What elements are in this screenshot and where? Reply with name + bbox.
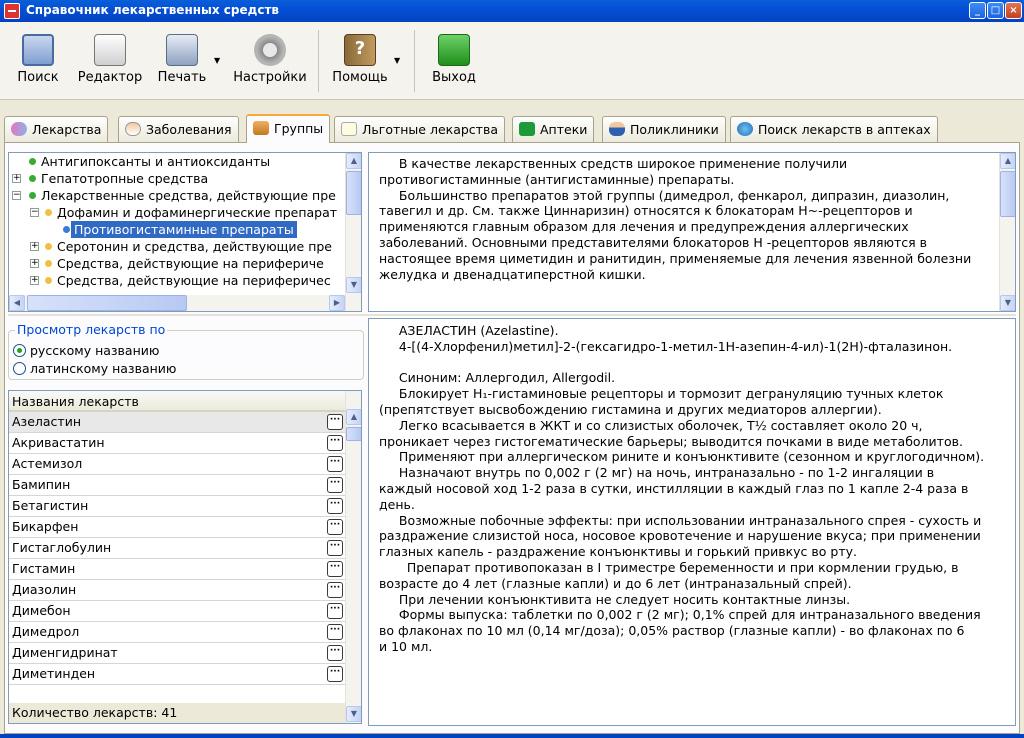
details-button[interactable]: ···: [327, 666, 343, 682]
globe-icon: [737, 122, 753, 136]
pills-icon: [11, 122, 27, 136]
drug-list-vscrollbar[interactable]: [345, 391, 361, 723]
doctor-icon: [125, 122, 141, 136]
gear-icon: [254, 34, 286, 66]
person-icon: [609, 122, 625, 136]
scroll-down-icon[interactable]: ▼: [346, 706, 362, 722]
search-button[interactable]: [10, 28, 66, 85]
text-line: АЗЕЛАСТИН (Azelastine).: [379, 323, 559, 338]
radio-latin-name[interactable]: [13, 361, 176, 376]
window-title: Справочник лекарственных средств: [26, 3, 279, 17]
drug-name: Бетагистин: [12, 498, 89, 513]
drug-name: Димебон: [12, 603, 71, 618]
tab-label: Заболевания: [146, 122, 232, 137]
text-line: настоящее время циметидин и ранитидин, применяемые для лечения язвенной болезни: [379, 250, 972, 266]
view-by-title: Просмотр лекарств по: [17, 322, 166, 337]
printer-icon: [166, 34, 198, 66]
app-icon: [4, 3, 20, 19]
document-icon: [341, 122, 357, 136]
tree-item-label: Средства, действующие на периферичес: [57, 273, 331, 288]
text-line: [379, 355, 1004, 371]
text-line: и 10 мл.: [379, 638, 433, 654]
collapse-icon[interactable]: −: [31, 207, 39, 217]
tab-clinics[interactable]: [602, 116, 726, 142]
radio-russian-name[interactable]: [13, 343, 159, 358]
tree-node-icon: [45, 243, 52, 250]
text-line: во флаконах по 10 мл (0,14 мг/доза); 0,05% раствор (глазные капли) - во флаконах по 6: [379, 623, 965, 639]
help-book-icon: ?: [344, 34, 376, 66]
list-item[interactable]: [9, 643, 345, 664]
tree-node-icon: [45, 277, 52, 284]
text-line: глазных капель - раздражение конъюнктивы и горький привкус во рту.: [379, 544, 857, 560]
drug-name: Дименгидринат: [12, 645, 118, 660]
list-item[interactable]: [9, 496, 345, 517]
tab-label: Лекарства: [32, 122, 102, 137]
text-line: каждый носовой ход 1-2 раза в сутки, инстилляции в каждый глаз по 1 капле 2-4 раза в: [379, 480, 969, 496]
drug-list-header[interactable]: Названия лекарств: [9, 391, 345, 412]
tab-label: Аптеки: [540, 122, 588, 137]
list-item[interactable]: [9, 538, 345, 559]
text-line: проникает через гистогематические барьеры; выводится почками в виде метаболитов.: [379, 433, 963, 449]
drug-name: Димедрол: [12, 624, 80, 639]
scroll-up-icon[interactable]: ▲: [346, 409, 362, 425]
list-item[interactable]: [9, 517, 345, 538]
drug-name: Азеластин: [12, 414, 81, 429]
toolbar-separator: [414, 30, 415, 92]
drug-name: Бикарфен: [12, 519, 79, 534]
minimize-button[interactable]: _: [969, 2, 986, 19]
tree-node-icon: [45, 260, 52, 267]
details-button[interactable]: ···: [327, 561, 343, 577]
tab-groups[interactable]: [246, 114, 330, 143]
text-line: Применяют при аллергическом рините и конъюнктивите (сезонном и круглогодичном).: [379, 449, 985, 465]
tree-item-label: Гепатотропные средства: [41, 171, 209, 186]
drug-count: Количество лекарств: 41: [9, 703, 345, 724]
tree-item-label: Антигипоксанты и антиоксиданты: [41, 154, 271, 169]
tab-bar: [4, 114, 1020, 142]
text-line: раздражение слизистой носа, носовое кровотечение и нарушение вкуса; при применении: [379, 528, 981, 544]
view-by-group: [8, 322, 364, 380]
tree-item-label: Серотонин и средства, действующие пре: [57, 239, 332, 254]
details-button[interactable]: ···: [327, 498, 343, 514]
text-line: 4-[(4-Хлорфенил)метил]-2-(гексагидро-1-метил-1Н-азепин-4-ил)-1(2Н)-фталазинон.: [379, 338, 953, 354]
details-button[interactable]: ···: [327, 435, 343, 451]
expand-icon[interactable]: +: [31, 258, 39, 268]
text-line: Препарат противопоказан в I триместре беременности и при кормлении грудью, в: [379, 559, 959, 575]
details-button[interactable]: ···: [327, 603, 343, 619]
group-description-text: [379, 156, 994, 282]
tree-item-label: Лекарственные средства, действующие пре: [41, 188, 336, 203]
collapse-icon[interactable]: −: [13, 190, 21, 200]
hscroll-thumb[interactable]: [27, 295, 187, 311]
radio-unchecked-icon[interactable]: [13, 362, 26, 375]
close-button[interactable]: ×: [1005, 2, 1022, 19]
tab-drugs[interactable]: [4, 116, 108, 142]
text-line: день.: [379, 496, 415, 512]
tree-node-icon: [29, 158, 36, 165]
text-line: Возможные побочные эффекты: при использовании интраназального спрея - сухость и: [379, 512, 982, 528]
tree-node-icon: [45, 209, 52, 216]
print-dropdown-icon[interactable]: ▼: [214, 56, 221, 65]
tab-label: Поликлиники: [630, 122, 719, 137]
settings-label: Настройки: [233, 70, 307, 85]
list-item[interactable]: [9, 664, 345, 685]
drug-description-text: [379, 323, 1004, 655]
text-line: В качестве лекарственных средств широкое применение получили: [379, 156, 848, 171]
details-button[interactable]: ···: [327, 414, 343, 430]
expand-icon[interactable]: +: [13, 173, 21, 183]
scroll-up-icon[interactable]: ▲: [1000, 153, 1016, 169]
text-line: Легко всасывается в ЖКТ и со слизистых оболочек, T½ составляет около 20 ч,: [379, 417, 923, 433]
text-line: заболеваний. Основными представителями блокаторов Н -рецепторов являются в: [379, 234, 928, 250]
text-line: Назначают внутрь по 0,002 г (2 мг) на ночь, интраназально - по 1-2 ингаляции в: [379, 465, 935, 481]
tree-item-selected[interactable]: [9, 221, 345, 238]
maximize-button[interactable]: □: [987, 2, 1004, 19]
group-tree: [8, 152, 362, 312]
tab-pharmacies[interactable]: [512, 116, 594, 142]
radio-checked-icon[interactable]: [13, 344, 26, 357]
details-button[interactable]: ···: [327, 477, 343, 493]
list-item[interactable]: [9, 601, 345, 622]
title-bar: [0, 0, 1024, 22]
tree-node-icon: [29, 192, 36, 199]
editor-icon: [94, 34, 126, 66]
text-line: Блокирует H₁-гистаминовые рецепторы и тормозит дегрануляцию тучных клеток: [379, 386, 944, 402]
vscroll-thumb[interactable]: [1000, 171, 1016, 217]
tab-pharmacy-search[interactable]: [730, 116, 938, 142]
tree-node-icon: [29, 175, 36, 182]
details-button[interactable]: ···: [327, 645, 343, 661]
list-item[interactable]: [9, 622, 345, 643]
search-icon: [22, 34, 54, 66]
radio-label: латинскому названию: [30, 361, 177, 376]
scroll-right-icon[interactable]: ▶: [329, 295, 345, 311]
radio-label: русскому названию: [30, 343, 160, 358]
text-line: желудка и двенадцатиперстной кишки.: [379, 266, 646, 282]
drug-name: Бамипин: [12, 477, 71, 492]
editor-button[interactable]: [76, 28, 144, 85]
help-label: Помощь: [332, 70, 388, 85]
scroll-up-icon[interactable]: ▲: [346, 153, 362, 169]
drug-name: Гистамин: [12, 561, 76, 576]
list-item[interactable]: [9, 559, 345, 580]
text-line: противогистаминные (антигистаминные) препараты.: [379, 171, 735, 187]
drug-name: Акривастатин: [12, 435, 105, 450]
drug-description-pane[interactable]: [368, 318, 1016, 726]
drug-name: Гистаглобулин: [12, 540, 112, 555]
horizontal-splitter[interactable]: [8, 314, 1016, 316]
drug-name: Диазолин: [12, 582, 77, 597]
exit-label: Выход: [432, 70, 476, 85]
tree-item-label: Средства, действующие на перифериче: [57, 256, 324, 271]
group-desc-vscrollbar[interactable]: [999, 153, 1015, 311]
list-item[interactable]: [9, 454, 345, 475]
scroll-down-icon[interactable]: ▼: [346, 277, 362, 293]
group-description-pane[interactable]: [368, 152, 1016, 312]
help-button[interactable]: [330, 28, 390, 85]
details-button[interactable]: ···: [327, 456, 343, 472]
text-line: (препятствует высвобождению гистамина и других медиаторов аллергии).: [379, 401, 882, 417]
window-bottom-border: [0, 734, 1024, 738]
exit-button[interactable]: [426, 28, 482, 85]
scroll-down-icon[interactable]: ▼: [1000, 295, 1016, 311]
text-line: Формы выпуска: таблетки по 0,002 г (2 мг); 0,1% спрей для интраназального введения: [379, 607, 981, 623]
tab-label: Льготные лекарства: [362, 122, 498, 137]
tree-node-icon: [63, 226, 70, 233]
toolbar-separator: [318, 30, 319, 92]
tab-label: Группы: [274, 121, 324, 136]
tree-item-label: Дофамин и дофаминергические препарат: [57, 205, 338, 220]
scroll-left-icon[interactable]: ◀: [9, 295, 25, 311]
exit-icon: [438, 34, 470, 66]
details-button[interactable]: ···: [327, 519, 343, 535]
search-label: Поиск: [17, 70, 59, 85]
tab-diseases[interactable]: [118, 116, 239, 142]
tree-vscrollbar[interactable]: [345, 153, 361, 311]
list-item[interactable]: [9, 433, 345, 454]
text-line: При лечении конъюнктивита не следует носить контактные линзы.: [379, 591, 851, 607]
vscroll-thumb[interactable]: [346, 427, 362, 441]
tree-item-label: Противогистаминные препараты: [71, 221, 297, 238]
details-button[interactable]: ···: [327, 624, 343, 640]
list-item[interactable]: [9, 475, 345, 496]
text-line: применяются главным образом для лечения и предупреждения аллергических: [379, 219, 909, 235]
print-label: Печать: [157, 70, 207, 85]
print-button[interactable]: [154, 28, 210, 85]
details-button[interactable]: ···: [327, 540, 343, 556]
tab-benefit-drugs[interactable]: [334, 116, 505, 142]
expand-icon[interactable]: +: [31, 241, 39, 251]
box-icon: [253, 121, 269, 135]
drug-name: Диметинден: [12, 666, 96, 681]
list-item[interactable]: [9, 412, 345, 433]
text-line: Большинство препаратов этой группы (димедрол, фенкарол, дипразин, диазолин,: [379, 187, 950, 203]
tab-label: Поиск лекарств в аптеках: [758, 122, 931, 137]
details-button[interactable]: ···: [327, 582, 343, 598]
vscroll-thumb[interactable]: [346, 171, 362, 215]
help-dropdown-icon[interactable]: ▼: [394, 56, 401, 65]
toolbar: [0, 22, 1024, 100]
drug-name: Астемизол: [12, 456, 83, 471]
expand-icon[interactable]: +: [31, 275, 39, 285]
editor-label: Редактор: [77, 70, 143, 85]
text-line: Синоним: Аллергодил, Allergodil.: [379, 370, 616, 386]
list-item[interactable]: [9, 580, 345, 601]
tree-hscrollbar[interactable]: [9, 295, 345, 311]
settings-button[interactable]: [232, 28, 308, 85]
text-line: возрасте до 4 лет (глазные капли) и до 6 лет (интраназальный спрей).: [379, 575, 852, 591]
text-line: тавегил и др. См. также Циннаризин) относятся к блокаторам H~-рецепторов и: [379, 203, 913, 219]
first-aid-icon: [519, 122, 535, 136]
drug-list: [8, 390, 362, 724]
